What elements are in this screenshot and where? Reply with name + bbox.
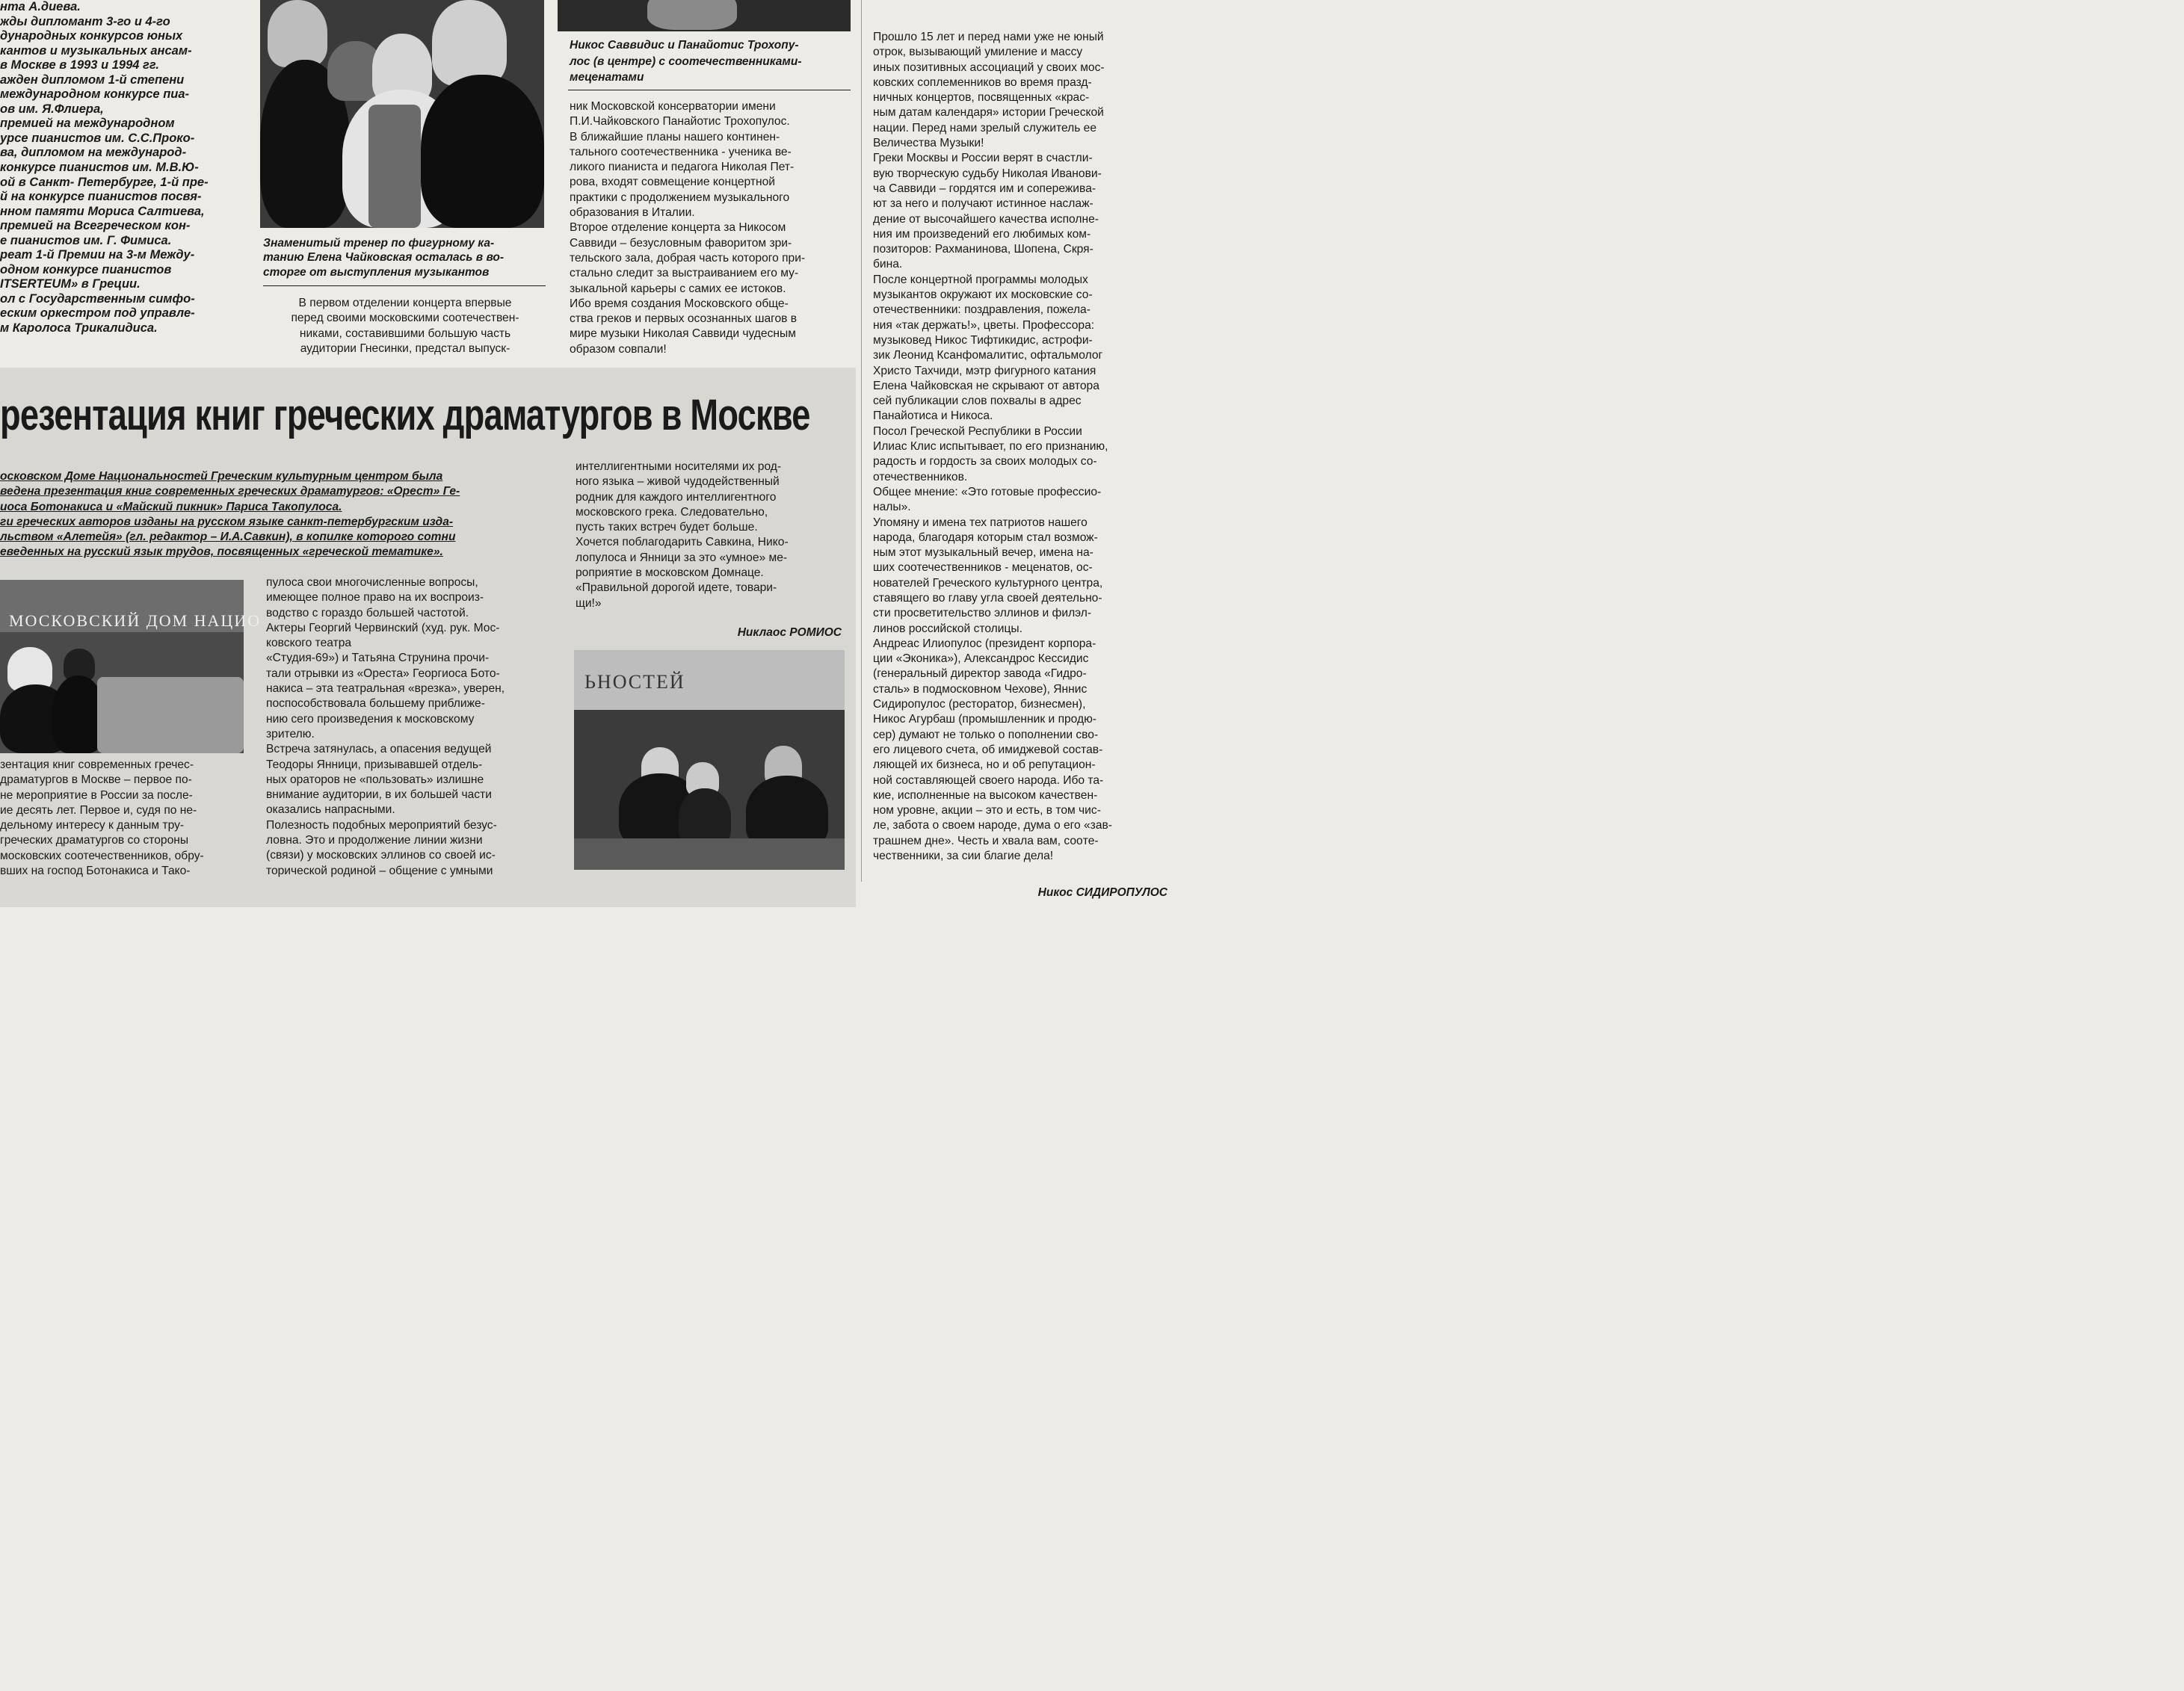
text-line: московского грека. Следовательно, xyxy=(576,505,768,519)
text-line: Прошло 15 лет и перед нами уже не юный xyxy=(873,31,1104,43)
text-line: й на конкурсе пианистов посвя- xyxy=(0,190,202,204)
text-line: В первом отделении концерта впервые xyxy=(298,297,512,309)
text-line: Христо Тахчиди, мэтр фигурного катания xyxy=(873,364,1096,377)
text-line: Величества Музыки! xyxy=(873,137,984,150)
lead-line: еведенных на русский язык трудов, посвященных «греческой тематике». xyxy=(0,545,443,559)
text-line: тельского зала, добрая часть которого при- xyxy=(570,251,806,265)
text-line: ства греков и первых осознанных шагов в xyxy=(570,312,798,326)
text-line: народа, благодаря которым стал возмож- xyxy=(873,531,1098,544)
text-line: роприятие в московском Домнаце. xyxy=(576,566,764,580)
text-line: зыкальной карьеры с самих ее истоков. xyxy=(570,282,786,295)
text-line: трашнем дне». Честь и хвала вам, соοте- xyxy=(873,834,1099,847)
text-line: ния «так держать!», цветы. Профессора: xyxy=(873,318,1095,332)
text-line: кие, исполненные на высоком качествен- xyxy=(873,788,1098,802)
text-line: накиса – эта театральная «врезка», уверен, xyxy=(266,682,505,696)
text-line: вших на господ Ботонакиса и Тако- xyxy=(0,865,191,878)
text-line: ажден дипломом 1-й степени xyxy=(0,72,185,87)
text-line: одном конкурсе пианистов xyxy=(0,262,172,276)
text-line: Греки Москвы и России верят в счастли- xyxy=(873,152,1093,165)
text-line: отрок, вызывающий умиление и массу xyxy=(873,46,1083,59)
text-line: иных позитивных ассоциаций у своих мос- xyxy=(873,61,1105,74)
text-line: пулоса свои многочисленные вопросы, xyxy=(266,576,478,589)
text-line: в Москве в 1993 и 1994 гг. xyxy=(0,58,160,72)
photo-panel-table xyxy=(574,650,845,870)
text-line: поспособствовала большему приближе- xyxy=(266,697,485,711)
caption-line: меценатами xyxy=(570,71,644,84)
text-line: интеллигентными носителями их род- xyxy=(576,460,782,473)
right-signature: Никос СИДИРОПУЛОС xyxy=(1037,886,1167,899)
text-line: После концертной программы молодых xyxy=(873,273,1088,286)
text-line: ловна. Это и продолжение линии жизни xyxy=(266,834,483,847)
text-line: греческих драматургов со стороны xyxy=(0,834,189,847)
text-line: ол с Государственным симфо- xyxy=(0,291,195,306)
caption-line: Никос Саввидис и Панайотис Трохопу- xyxy=(570,39,799,52)
text-line: дельному интересу к данным тру- xyxy=(0,819,185,832)
text-line: ного языка – живой чудодейственный xyxy=(576,475,780,489)
text-line: жды дипломант 3-го и 4-го xyxy=(0,14,170,28)
text-line: ой в Санкт- Петербурге, 1-й пре- xyxy=(0,175,209,189)
text-line: ной составляющей своего народа. Ибо та- xyxy=(873,773,1104,787)
column-divider xyxy=(861,0,862,882)
caption1-rule xyxy=(263,285,546,286)
text-line: е пианистов им. Г. Фимиса. xyxy=(0,233,172,247)
text-line: П.И.Чайковского Панайотис Трохопулос. xyxy=(570,115,790,129)
text-line: сти просветительство эллинов и филэл- xyxy=(873,607,1092,620)
photo-stage-reading xyxy=(0,580,262,753)
text-line: рова, входят совмещение концертной xyxy=(570,176,776,189)
concert-text-col3 xyxy=(570,99,854,357)
text-line: Общее мнение: «Это готовые профессио- xyxy=(873,485,1102,498)
text-line: ставящего во главу угла своей деятельно- xyxy=(873,591,1102,605)
lead-line: ведена презентация книг современных греческих драматургов: «Орест» Ге- xyxy=(0,485,460,498)
text-line: Полезность подобных мероприятий безус- xyxy=(266,818,497,832)
text-line: сер) думают не только о пополнении сво- xyxy=(873,728,1099,741)
text-line: дународных конкурсов юных xyxy=(0,29,183,43)
text-line: Андреас Илиопулос (президент корпора- xyxy=(873,637,1096,650)
text-line: ле, забота о своем народе, дума о его «зав- xyxy=(873,819,1112,832)
text-line: ничных концертов, посвященных «крас- xyxy=(873,91,1090,105)
text-line: нователей Греческого культурного центра, xyxy=(873,576,1103,590)
text-line: международном конкурсе пиа- xyxy=(0,87,190,102)
text-line: сей публикации слов похвалы в адрес xyxy=(873,395,1082,408)
text-line: «Правильной дорогой идете, товари- xyxy=(576,581,777,595)
text-line: имеющее полное право на их воспроиз- xyxy=(266,591,484,605)
text-line: Упомяну и имена тех патриотов нашего xyxy=(873,516,1088,529)
lead-line: льством «Алетейя» (гл. редактор – И.А.Савкин), в копилке которого сотни xyxy=(0,531,456,544)
text-line: ликого пианиста и педагога Николая Пет- xyxy=(570,161,795,174)
text-line: Сидиропулос (ресторатор, бизнесмен), xyxy=(873,698,1086,711)
text-line: (генеральный директор завода «Гидро- xyxy=(873,667,1087,681)
text-line: Илиас Клис испытывает, по его признанию, xyxy=(873,440,1108,454)
text-line: отечественники: поздравления, пожела- xyxy=(873,303,1091,317)
text-line: ов им. Я.Флиера, xyxy=(0,102,104,116)
text-line: ва, дипломом на международ- xyxy=(0,146,187,160)
text-line: щи!» xyxy=(576,596,602,610)
caption-line: танию Елена Чайковская осталась в во- xyxy=(263,251,505,265)
text-line: стально следит за выстраиванием его му- xyxy=(570,267,799,280)
text-line: линов российской столицы. xyxy=(873,622,1022,635)
text-line: ном уровне, акции – это и есть, в том чис- xyxy=(873,804,1101,817)
text-line: ным датам календаря» истории Греческой xyxy=(873,106,1104,120)
text-line: радость и гордость за своих молодых со- xyxy=(873,455,1097,469)
text-line: аудитории Гнесинки, предстал выпуск- xyxy=(300,341,510,355)
text-line: драматургов в Москве – первое по- xyxy=(0,773,192,787)
text-line: ют за него и получают истинное наслаж- xyxy=(873,197,1093,211)
text-line: еским оркестром под управле- xyxy=(0,306,195,321)
text-line: чественники, за сии благие дела! xyxy=(873,850,1054,863)
bottom-text-col3 xyxy=(576,460,860,611)
text-line: «Студия-69») и Татьяна Струнина прочи- xyxy=(266,652,490,665)
text-line: премией на Всегреческом кон- xyxy=(0,219,191,233)
lead-line: ги греческих авторов изданы на русском языке санкт-петербургским изда- xyxy=(0,515,454,528)
text-line: конкурсе пианистов им. М.В.Ю- xyxy=(0,161,199,175)
text-line: ших соотечественников - меценатов, ос- xyxy=(873,561,1093,575)
text-line: Никос Агурбаш (промышленник и продю- xyxy=(873,713,1096,726)
text-line: отечественников. xyxy=(873,470,968,483)
text-line: родник для каждого интеллигентного xyxy=(576,490,777,504)
text-line: водство с гораздо большей частотой. xyxy=(266,606,469,619)
text-line: ник Московской консерватории имени xyxy=(570,100,776,113)
text-line: никами, составившими большую часть xyxy=(299,327,511,340)
text-line: позиторов: Рахманинова, Шопена, Скря- xyxy=(873,243,1093,256)
caption-line: Знаменитый тренер по фигурному ка- xyxy=(263,237,495,250)
text-line: Посол Греческой Республики в России xyxy=(873,424,1082,438)
text-line: зрителю. xyxy=(266,727,315,741)
text-line: (связи) у московских эллинов со своей ис- xyxy=(266,849,496,862)
text-line: сталь» в подмосковном Чехове), Яннис xyxy=(873,682,1088,696)
text-line: ных ораторов не «пользовать» излишне xyxy=(266,773,484,786)
text-line: нию сего произведения к московскому xyxy=(266,712,475,726)
text-line: Второе отделение концерта за Никосом xyxy=(570,221,786,235)
text-line: образом совпали! xyxy=(570,342,667,356)
text-line: В ближайшие планы нашего континен- xyxy=(570,130,780,143)
text-line: Актеры Георгий Червинский (худ. рук. Мос- xyxy=(266,621,500,634)
photo3-sign: МОСКОВСКИЙ ДОМ НАЦИО xyxy=(9,611,262,630)
text-line: торической родиной – общение с умными xyxy=(266,864,493,877)
text-line: премией на международном xyxy=(0,117,175,131)
text-line: нном памяти Мориса Салтиева, xyxy=(0,204,205,218)
bottom-text-col2 xyxy=(266,575,561,879)
text-line: нации. Перед нами зрелый служитель ее xyxy=(873,121,1097,135)
lead-text xyxy=(0,469,553,560)
text-line: его лицевого счета, об имиджевой состав- xyxy=(873,743,1103,756)
caption-line: сторге от выступления музыкантов xyxy=(263,265,490,279)
text-line: ие десять лет. Первое и, судя по не- xyxy=(0,803,197,817)
bottom-text-col1 xyxy=(0,758,248,879)
text-line: зик Леонид Ксанфомалитис, офтальмолог xyxy=(873,349,1103,362)
photo2-caption xyxy=(570,37,854,86)
photo-savvidis-top xyxy=(558,0,851,31)
caption-line: лос (в центре) с соотечественниками- xyxy=(570,55,802,68)
text-line: м Каролоса Трикалидиса. xyxy=(0,321,158,336)
text-line: тали отрывки из «Ореста» Георгиоса Бото- xyxy=(266,667,500,680)
bottom-signature: Никлаос РОМИОС xyxy=(737,626,842,639)
text-line: ковских соплеменников во время празд- xyxy=(873,75,1092,89)
text-line: музыкантов окружают их московские со- xyxy=(873,288,1093,302)
lead-line: осковском Доме Национальностей Греческим культурным центром была xyxy=(0,470,443,483)
concert-text-col2 xyxy=(263,296,547,356)
text-line: ковского театра xyxy=(266,637,352,650)
text-line: урсе пианистов им. С.С.Проко- xyxy=(0,131,195,145)
text-line: налы». xyxy=(873,501,911,514)
text-line: Ибо время создания Московского обще- xyxy=(570,297,789,310)
text-line: образования в Италии. xyxy=(570,206,695,220)
text-line: ния им произведений его любимых ком- xyxy=(873,227,1091,241)
text-line: вую творческую судьбу Николая Иванови- xyxy=(873,167,1102,180)
text-line: ITSERTEUM» в Греции. xyxy=(0,277,141,291)
text-line: не мероприятие в России за после- xyxy=(0,788,193,802)
text-line: музыковед Никос Тифтикидис, астрофи- xyxy=(873,333,1093,347)
text-line: внимание аудитории, в их большей части xyxy=(266,788,492,802)
text-line: ча Саввиди – гордятся им и сопереживa- xyxy=(873,182,1096,195)
photo4-sign: ЬНОСТЕЙ xyxy=(584,671,685,693)
text-line: мире музыки Николая Саввиди чудесным xyxy=(570,327,796,341)
text-line: Елена Чайковская не скрывают от автора xyxy=(873,379,1099,392)
text-line: реат 1-й Премии на 3-м Между- xyxy=(0,248,195,262)
text-line: Встреча затянулась, а опасения ведущей xyxy=(266,743,492,756)
lead-line: иоса Ботонакиса и «Майский пикник» Париса Такопулоса. xyxy=(0,500,342,513)
text-line: Теодоры Янници, призывавшей отдель- xyxy=(266,758,483,771)
text-line: оказались напрасными. xyxy=(266,803,395,817)
text-line: практики с продолжением музыкального xyxy=(570,191,790,204)
text-line: Панайотиса и Никоса. xyxy=(873,409,993,423)
text-line: тального соотечественника - ученика ве- xyxy=(570,145,792,158)
text-line: кантов и музыкальных ансам- xyxy=(0,43,192,58)
text-line: ции «Эконика»), Александрос Кессидис xyxy=(873,652,1089,666)
text-line: ляющей их бизнеса, но и об репутацион- xyxy=(873,758,1096,772)
photo1-caption xyxy=(263,236,547,279)
right-column-text xyxy=(873,30,1166,864)
text-line: зентация книг современных гречес- xyxy=(0,758,194,771)
text-line: московских соотечественников, обру- xyxy=(0,849,204,862)
text-line: ным этот музыкальный вечер, имена на- xyxy=(873,546,1093,560)
bio-column xyxy=(0,0,224,336)
text-line: Хочется поблагодарить Савкина, Нико- xyxy=(576,536,789,549)
text-line: пусть таких встреч будет больше. xyxy=(576,521,758,534)
text-line: дение от высочайшего качества исполне- xyxy=(873,212,1099,226)
text-line: перед своими московскими соотечествен- xyxy=(291,312,519,325)
text-line: Саввиди – безусловным фаворитом зри- xyxy=(570,236,792,250)
text-line: бина. xyxy=(873,258,903,271)
text-line: нта А.диева. xyxy=(0,0,81,13)
photo-three-people xyxy=(260,0,544,228)
text-line: лопулоса и Янници за это «умное» ме- xyxy=(576,551,788,564)
headline: резентация книг греческих драматургов в Москве xyxy=(0,391,810,439)
